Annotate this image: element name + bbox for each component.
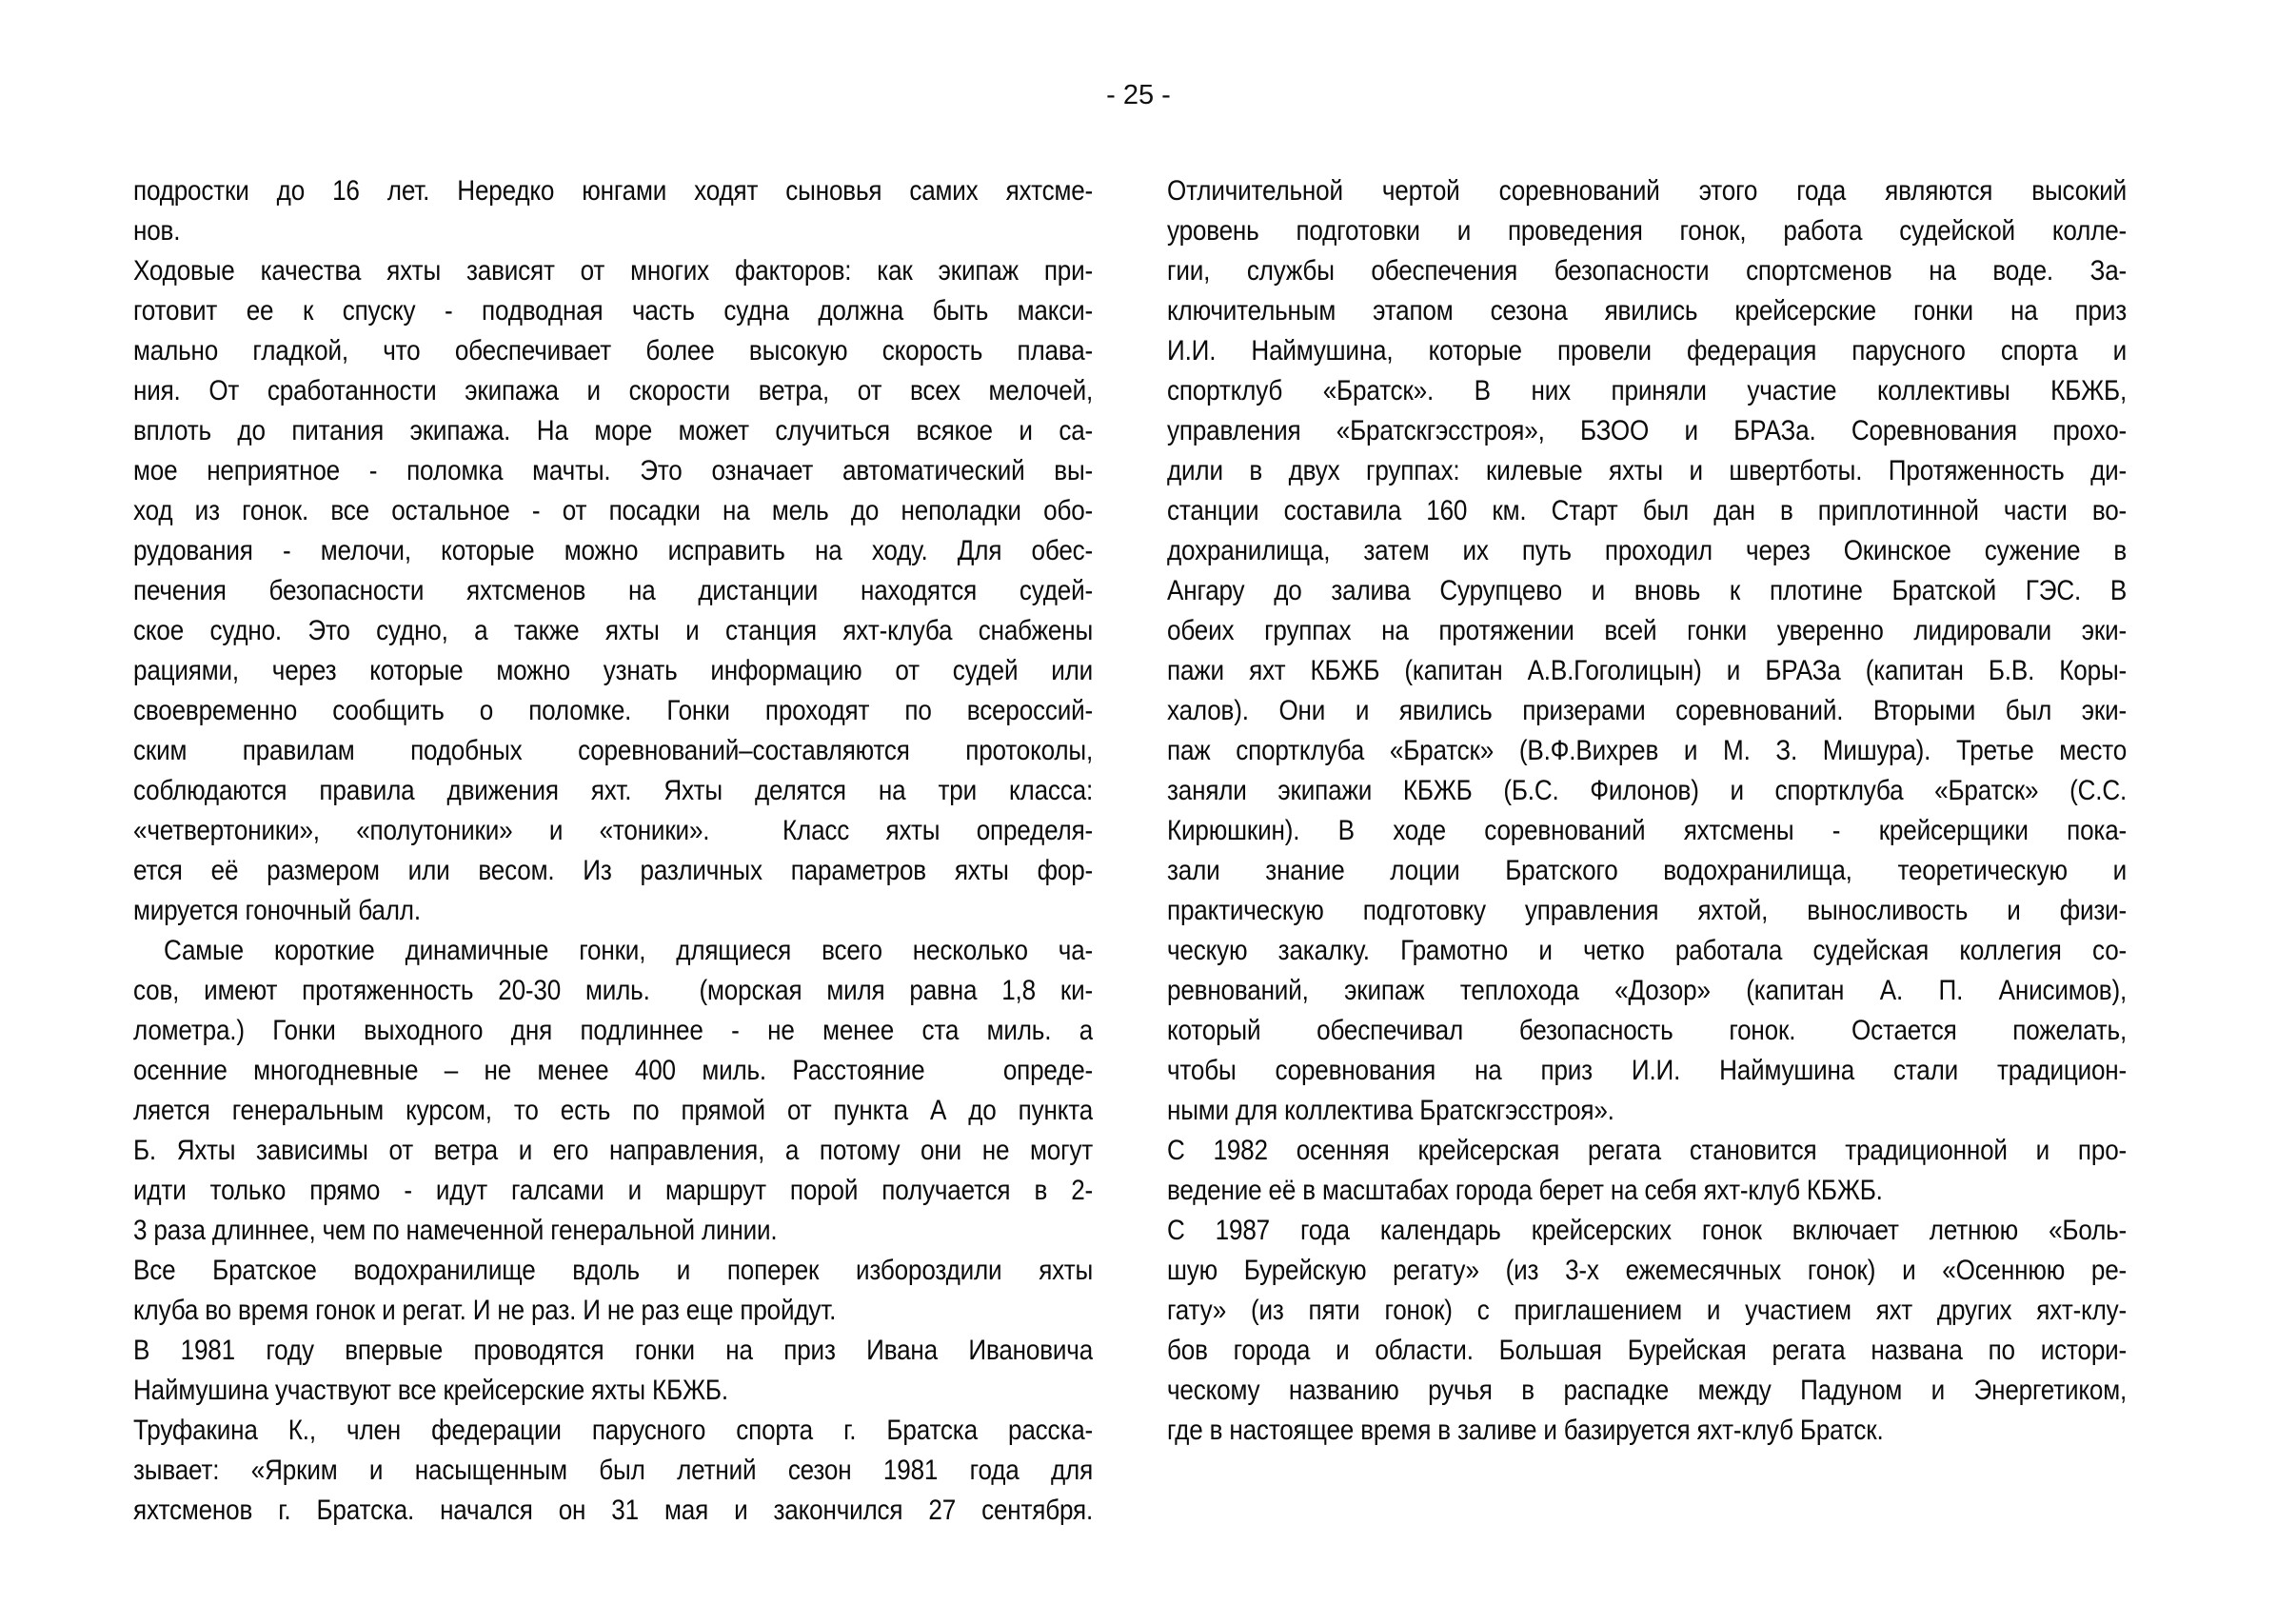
- text-line: С 1987 года календарь крейсерских гонок включает летнюю «Боль-: [1167, 1215, 2128, 1246]
- text-line: мально гладкой, что обеспечивает более высокую скорость плава-: [133, 335, 1094, 366]
- text-line: уровень подготовки и проведения гонок, работа судейской колле-: [1167, 215, 2128, 247]
- text-line: ческую закалку. Грамотно и четко работала судейская коллегия со-: [1167, 935, 2128, 966]
- text-line: зывает: «Ярким и насыщенным был летний сезон 1981 года для: [133, 1455, 1094, 1486]
- left-column: [133, 171, 1093, 1531]
- right-column: [1167, 171, 2127, 1451]
- text-line: лометра.) Гонки выходного дня подлиннее - не менее ста миль. а: [133, 1015, 1094, 1046]
- text-line: печения безопасности яхтсменов на дистанции находятся судей-: [133, 575, 1094, 606]
- text-line: обеих группах на протяжении всей гонки уверенно лидировали эки-: [1167, 615, 2128, 646]
- text-line: который обеспечивал безопасность гонок. Остается пожелать,: [1167, 1015, 2128, 1046]
- text-line: сов, имеют протяженность 20-30 миль. (морская миля равна 1,8 ки-: [133, 975, 1094, 1006]
- text-line: Б. Яхты зависимы от ветра и его направления, а потому они не могут: [133, 1135, 1094, 1166]
- text-line: В 1981 году впервые проводятся гонки на приз Ивана Ивановича: [133, 1335, 1094, 1366]
- text-line: паж спортклуба «Братск» (В.Ф.Вихрев и М. З. Мишура). Третье место: [1167, 735, 2128, 766]
- text-line: гии, службы обеспечения безопасности спортсменов на воде. За-: [1167, 255, 2128, 287]
- text-line: где в настоящее время в заливе и базируется яхт-клуб Братск.: [1167, 1415, 1884, 1446]
- text-line: бов города и области. Большая Бурейская регата названа по истори-: [1167, 1335, 2128, 1366]
- text-line: «четвертоники», «полутоники» и «тоники». Класс яхты определя-: [133, 815, 1094, 846]
- text-line: С 1982 осенняя крейсерская регата становится традиционной и про-: [1167, 1135, 2128, 1166]
- text-line: гату» (из пяти гонок) с приглашением и участием яхт других яхт-клу-: [1167, 1295, 2128, 1326]
- text-line: идти только прямо - идут галсами и маршрут порой получается в 2-: [133, 1175, 1094, 1206]
- text-line: дили в двух группах: килевые яхты и швертботы. Протяженность ди-: [1167, 455, 2128, 486]
- text-line: Труфакина К., член федерации парусного спорта г. Братска расска-: [133, 1415, 1094, 1446]
- text-line: ход из гонок. все остальное - от посадки на мель до неполадки обо-: [133, 495, 1094, 526]
- text-line: мируется гоночный балл.: [133, 895, 421, 926]
- text-line: соблюдаются правила движения яхт. Яхты делятся на три класса:: [133, 775, 1094, 806]
- text-line: своевременно сообщить о поломке. Гонки проходят по всероссий-: [133, 695, 1094, 726]
- text-line: готовит ее к спуску - подводная часть судна должна быть макси-: [133, 295, 1094, 327]
- text-line: управления «Братскгэсстроя», БЗОО и БРАЗа. Соревнования прохо-: [1167, 415, 2128, 446]
- text-line: Отличительной чертой соревнований этого года являются высокий: [1167, 175, 2128, 207]
- text-line: клуба во время гонок и регат. И не раз. И не раз еще пройдут.: [133, 1295, 837, 1326]
- text-line: подростки до 16 лет. Нередко юнгами ходят сыновья самих яхтсме-: [133, 175, 1094, 207]
- text-line: шую Бурейскую регату» (из 3-х ежемесячных гонок) и «Осеннюю ре-: [1167, 1255, 2128, 1286]
- text-line: вплоть до питания экипажа. На море может случиться всякое и са-: [133, 415, 1094, 446]
- text-line: станции составила 160 км. Старт был дан в приплотинной части во-: [1167, 495, 2128, 526]
- text-line: 3 раза длиннее, чем по намеченной генеральной линии.: [133, 1215, 778, 1246]
- text-line: зали знание лоции Братского водохранилища, теоретическую и: [1167, 855, 2128, 886]
- text-line: ческому названию ручья в распадке между Падуном и Энергетиком,: [1167, 1375, 2128, 1406]
- text-line: заняли экипажи КБЖБ (Б.С. Филонов) и спортклуба «Братск» (С.С.: [1167, 775, 2128, 806]
- text-line: Все Братское водохранилище вдоль и поперек избороздили яхты: [133, 1255, 1094, 1286]
- text-line: ляется генеральным курсом, то есть по прямой от пункта А до пункта: [133, 1095, 1094, 1126]
- text-line: ния. От сработанности экипажа и скорости ветра, от всех мелочей,: [133, 375, 1094, 406]
- text-line: пажи яхт КБЖБ (капитан А.В.Гоголицын) и БРАЗа (капитан Б.В. Коры-: [1167, 655, 2128, 686]
- text-line: мое неприятное - поломка мачты. Это означает автоматический вы-: [133, 455, 1094, 486]
- text-line: ными для коллектива Братскгэсстроя».: [1167, 1095, 1614, 1126]
- text-line: Ходовые качества яхты зависят от многих факторов: как экипаж при-: [133, 255, 1094, 287]
- text-line: Ангару до залива Сурупцево и вновь к плотине Братской ГЭС. В: [1167, 575, 2128, 606]
- text-line: чтобы соревнования на приз И.И. Наймушина стали традицион-: [1167, 1055, 2128, 1086]
- page-number: - 25 -: [1106, 80, 1171, 110]
- text-line: практическую подготовку управления яхтой, выносливость и физи-: [1167, 895, 2128, 926]
- text-line: Наймушина участвуют все крейсерские яхты КБЖБ.: [133, 1375, 728, 1406]
- text-line: осенние многодневные – не менее 400 миль. Расстояние опреде-: [133, 1055, 1094, 1086]
- text-line: халов). Они и явились призерами соревнований. Вторыми был эки-: [1167, 695, 2128, 726]
- text-line: ским правилам подобных соревнований–составляются протоколы,: [133, 735, 1094, 766]
- text-line: ское судно. Это судно, а также яхты и станция яхт-клуба снабжены: [133, 615, 1094, 646]
- text-line: спортклуб «Братск». В них приняли участие коллективы КБЖБ,: [1167, 375, 2128, 406]
- text-line: ревнований, экипаж теплохода «Дозор» (капитан А. П. Анисимов),: [1167, 975, 2128, 1006]
- text-line: ется её размером или весом. Из различных параметров яхты фор-: [133, 855, 1094, 886]
- text-line: ведение её в масштабах города берет на себя яхт-клуб КБЖБ.: [1167, 1175, 1883, 1206]
- text-line: Кирюшкин). В ходе соревнований яхтсмены - крейсерщики пока-: [1167, 815, 2128, 846]
- text-line: И.И. Наймушина, которые провели федерация парусного спорта и: [1167, 335, 2128, 366]
- text-line: нов.: [133, 215, 181, 247]
- text-line: рациями, через которые можно узнать информацию от судей или: [133, 655, 1094, 686]
- text-line: яхтсменов г. Братска. начался он 31 мая и закончился 27 сентября.: [133, 1495, 1094, 1526]
- text-line: дохранилища, затем их путь проходил через Окинское сужение в: [1167, 535, 2128, 566]
- text-line: ключительным этапом сезона явились крейсерские гонки на приз: [1167, 295, 2128, 327]
- text-line: Самые короткие динамичные гонки, длящиеся всего несколько ча-: [133, 935, 1094, 966]
- text-line: рудования - мелочи, которые можно исправить на ходу. Для обес-: [133, 535, 1094, 566]
